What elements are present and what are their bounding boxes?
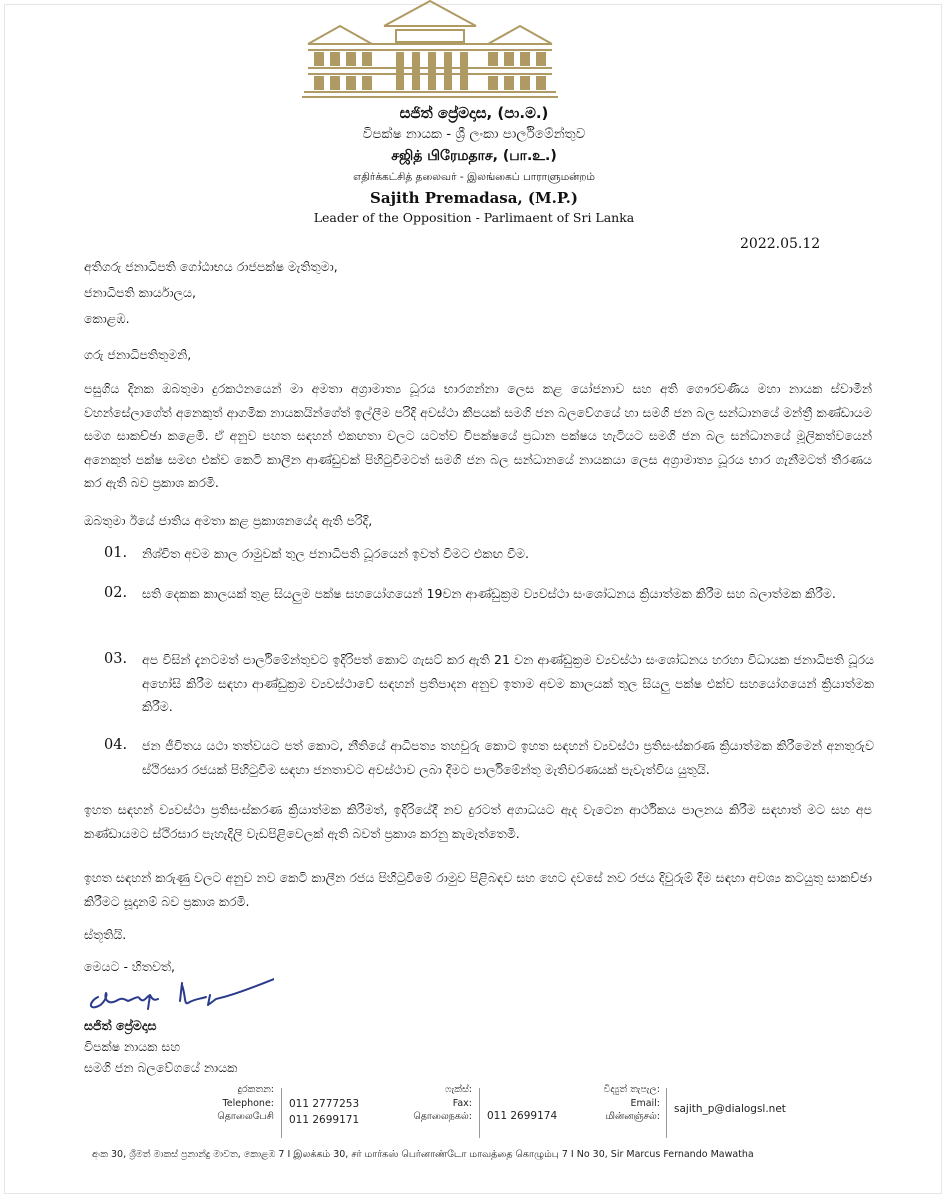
recipient-line: ජනාධිපති කාර්යාලය, <box>84 285 196 300</box>
paragraph-intro: පසුගිය දිනක ඔබතුමා දුරකථනයෙන් මා අමතා අග්‍රාමාත්‍ය ධූරය භාරගන්නා ලෙස කළ යෝජනාව සහ අති ගෞරවණීය මහා නායක ස්වාමීන් වහන්සේලාගේත් අනෙකුත් ආගමික නායකයින්ගේත් ඉල්ලීම පරිදි අවස්ථා කීපයක් සමගි ජන බලවේගයේ හා සමගි ජන බල සන්ධානයේ මන්ත්‍රී කණ්ඩායම සමග සාකච්ඡා කළෙමි. ඒ අනුව පහත සඳහන් එකඟතා වලට යටත්ව විපක්ෂයේ ප්‍රධාන පක්ෂය හැටියට සමගි ජන බල සන්ධානයේ මූලිකත්වයෙන් අනෙකුත් පක්ෂ සමඟ එක්ව කෙටි කාලීන ආණ්ඩුවක් පිහිටුවීමටත් සමගි ජන බල සන්ධානයේ නායකයා ලෙස අග්‍රාමාත්‍ය ධූරය භාර ගැනීමටත් තීරණය කර ඇති බව ප්‍රකාශ කරමි. <box>84 381 872 490</box>
email-labels <box>556 1083 660 1124</box>
header-title-english: Leader of the Opposition - Parlimaent of Sri Lanka <box>313 210 635 225</box>
phone-label-si: දුරකතන: <box>237 1084 274 1095</box>
phone-label-en: Telephone: <box>222 1097 274 1109</box>
divider <box>666 1088 667 1138</box>
phone-number[interactable]: 011 2699171 <box>289 1114 360 1126</box>
list-item-text: අප විසින් දැනටමත් පාර්ලිමේන්තුවට ඉදිරිපත් කොට ගැසට් කර ඇති 21 වන ආණ්ඩුක්‍රම ව්‍යවස්ථා සංශෝධනය හරහා විධායක ජනාධිපති ධූරය අහෝසි කිරීම සඳහා ආණ්ඩුක්‍රම ව්‍යවස්ථාවේ සඳහන් ප්‍රතිපාදන අනුව ඉතාම අවම කාලයක් තුල සියලු පක්ෂ එක්ව සහයෝගයෙන් ක්‍රියාත්මක කිරීම. <box>142 652 874 714</box>
divider <box>479 1088 480 1138</box>
list-item-number: 02. <box>104 585 128 601</box>
phone-label-ta: தொலைபேசி <box>217 1111 274 1122</box>
list-item-text: ජන ජීවිතය යථා තත්වයට පත් කොට, නීතියේ ආධිපත්‍ය තහවුරු කොට ඉහත සඳහන් ව්‍යවස්ථා ප්‍රතිසංස්කරණ ක්‍රියාත්මක කිරීමෙන් අනතුරුව ස්ථිරසාර රජයක් පිහිටුවීම සඳහා ජනතාවට අවස්ථාව ලබා දීමට පාර්ලිමේන්තු මැතිවරණයක් පැවැත්විය යුතුයි. <box>142 738 874 777</box>
list-item-text: නිශ්චිත අවම කාල රාමුවක් තුල ජනාධිපති ධූරයෙන් ඉවත් වීමට එකඟ වීම. <box>142 546 529 561</box>
email-label-en: Email: <box>630 1097 660 1109</box>
list-item-text: සති දෙකක කාලයක් තුළ සියලුම පක්ෂ සහයෝගයෙන් 19වන ආණ්ඩුක්‍රම ව්‍යවස්ථා සංශෝධනය ක්‍රියාත්මක කිරීම සහ බලාත්මක කිරීම. <box>142 586 836 601</box>
signatory-name: සජිත් ප්‍රේමදාස <box>84 1018 157 1033</box>
list-item-number: 04. <box>104 737 128 753</box>
thanks: ස්තූතියි. <box>84 927 127 942</box>
fax-labels <box>392 1083 472 1124</box>
header-name-sinhala: සජිත් ප්‍රේමදාස, (පා.ම.) <box>399 104 549 122</box>
fax-label-en: Fax: <box>452 1097 472 1109</box>
fax-label-ta: தொலைநகல்: <box>413 1111 472 1122</box>
header-title-tamil: எதிர்க்கட்சித் தலைவர் - இலங்கைப் பாராளுமன்றம் <box>353 171 595 183</box>
letter-date: 2022.05.12 <box>740 236 821 252</box>
recipient-line: අතිගරු ජනාධිපති ගෝඨාභය රාජපක්ෂ මැතිතුමා, <box>84 259 338 274</box>
header-title-sinhala: විපක්ෂ නායක - ශ්‍රී ලංකා පාර්ලිමේන්තුව <box>362 126 586 142</box>
email-label-ta: மின்னஞ்சல்: <box>605 1111 660 1122</box>
paragraph-readiness: ඉහත සඳහන් කරුණු වලට අනුව නව කෙටි කාලීන රජය පිහිටුවීමේ රාමුව පිළිබඳව සහ හෙට දවසේ නව රජය දිවුරුම් දීම සඳහා අවශ්‍ය කටයුතු සාකච්ඡා කිරීමට සූදානම් බව ප්‍රකාශ කරමි. <box>84 870 872 909</box>
list-item-number: 03. <box>104 651 128 667</box>
list-item-number: 01. <box>104 545 128 561</box>
phone-labels <box>190 1083 274 1124</box>
fax-number[interactable]: 011 2699174 <box>487 1110 558 1122</box>
paragraph-plan: ඉහත සඳහන් ව්‍යවස්ථා ප්‍රතිසංස්කරණ ක්‍රියාත්මක කිරීමත්, ඉදිරියේදී නව දුරටත් අගාධයට ඇද වැටෙන ආර්ථිකය පාලනය කිරීම සඳහාත් මට සහ අප කණ්ඩායමට ස්ථිරසාර පැහැදිලි වැඩපිළිවෙලක් ඇති බවත් ප්‍රකාශ කරනු කැමැත්තෙමි. <box>84 802 872 841</box>
header-name-tamil: சஜித் பிரேமதாச, (பா.உ.) <box>391 148 557 164</box>
list-intro: ඔබතුමා ඊයේ ජාතිය අමතා කළ ප්‍රකාශනයේද ඇති පරිදි, <box>84 513 373 528</box>
phone-numbers <box>289 1096 359 1128</box>
header-name-english: Sajith Premadasa, (M.P.) <box>370 189 578 207</box>
salutation: ගරු ජනාධිපතිතුමනි, <box>84 347 192 362</box>
signatory-title: සමගි ජන බලවේගයේ නායක <box>84 1060 238 1075</box>
parliament-building-logo <box>300 0 560 100</box>
email-address[interactable]: sajith_p@dialogsl.net <box>674 1103 786 1115</box>
recipient-line: කොළඹ. <box>84 311 130 326</box>
phone-number[interactable]: 011 2777253 <box>289 1098 360 1110</box>
signatory-title: විපක්ෂ නායක සහ <box>84 1039 181 1054</box>
divider <box>281 1088 282 1138</box>
closing: මෙයට - හිතවත්, <box>84 959 176 974</box>
footer-address: අංක 30, ශ්‍රීමත් මාකස් ප්‍රනාන්දු මාවත, කොළඹ 7 I இலக்கம் 30, சர் மார்கஸ் பெர்னாண்டோ மாவத்தை கொழும்பு 7 I No 30, Sir Marcus Fernando Mawatha <box>92 1149 754 1160</box>
fax-label-si: ෆැක්ස්: <box>445 1084 472 1095</box>
email-label-si: විද්‍යුත් තැපැල: <box>603 1084 660 1095</box>
